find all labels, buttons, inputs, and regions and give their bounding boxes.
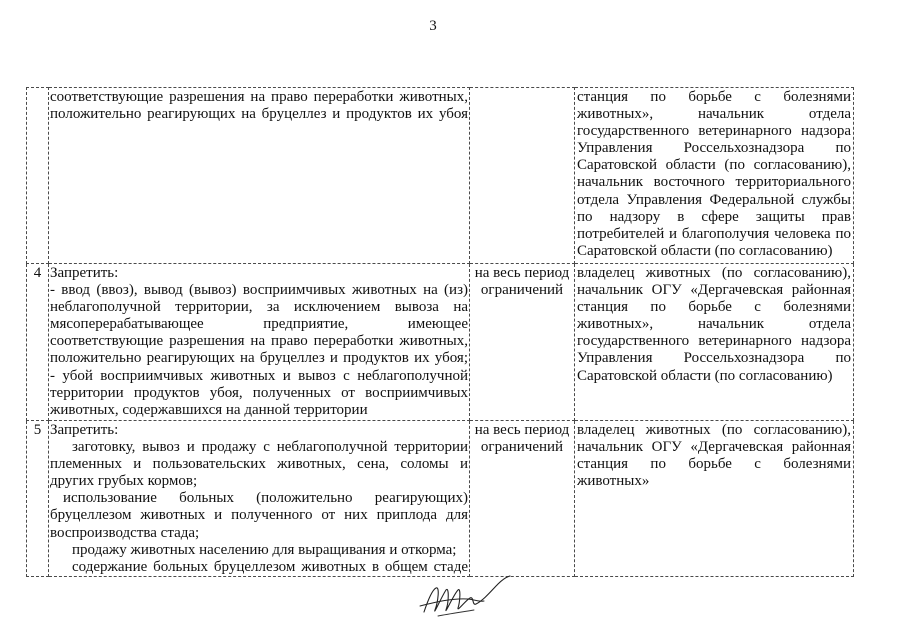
row-number-cell <box>27 88 49 264</box>
table-row <box>27 264 854 421</box>
measure-cell <box>49 88 470 264</box>
measure-line: территории продуктов убоя, полученных от восприимчивых <box>50 384 468 401</box>
responsible-line: животных» <box>577 473 650 490</box>
responsible-line: потребителей и благополучия человека по <box>577 225 851 242</box>
period-line: ограничений <box>480 282 564 299</box>
measures-table <box>26 87 854 577</box>
measure-line: неблагополучной территории, за исключением вывоза на <box>50 299 468 316</box>
responsible-line: Управления Россельхознадзора по <box>577 140 851 157</box>
responsible-line: начальник ОГУ «Дергачевская районная <box>577 282 851 299</box>
responsible-line: государственного ветеринарного надзора <box>577 123 851 140</box>
measure-line: воспроизводства стада; <box>50 524 200 541</box>
period-line: на весь период <box>474 422 570 438</box>
responsible-cell <box>575 421 854 577</box>
measure-line: использование больных (положительно реагирующих) <box>63 490 468 507</box>
measure-line: животных, содержавшихся на данной территории <box>50 401 368 418</box>
responsible-line: животных», начальник отдела <box>577 106 851 123</box>
measure-line: бруцеллезом животных и полученного от них приплода для <box>50 507 468 524</box>
responsible-line: государственного ветеринарного надзора <box>577 333 851 350</box>
responsible-line: владелец животных (по согласованию), <box>577 265 851 281</box>
measure-line: племенных и пользовательских животных, сена, соломы и <box>50 456 468 473</box>
measure-cell <box>49 421 470 577</box>
measure-line: мясоперерабатывающее предприятие, имеющее <box>50 316 468 333</box>
measure-line: Запретить: <box>50 265 119 281</box>
period-line: ограничений <box>480 439 564 456</box>
measure-line: соответствующие разрешения на право переработки животных, <box>50 333 468 350</box>
measure-line: других грубых кормов; <box>50 473 198 490</box>
table-row <box>27 88 854 264</box>
measure-line: соответствующие разрешения на право переработки животных, <box>50 89 468 105</box>
row-number-cell <box>27 421 49 577</box>
measure-line: продажу животных населению для выращивания и откорма; <box>72 541 457 558</box>
responsible-line: станция по борьбе с болезнями <box>577 89 851 105</box>
responsible-line: станция по борьбе с болезнями <box>577 456 851 473</box>
responsible-line: Саратовской области (по согласованию) <box>577 242 833 259</box>
measure-line: положительно реагирующих на бруцеллез и продуктов их убоя; <box>50 350 468 367</box>
row-number: 5 <box>33 422 42 438</box>
period-cell <box>470 421 575 577</box>
measure-cell <box>49 264 470 421</box>
responsible-line: владелец животных (по согласованию), <box>577 422 851 438</box>
measure-line: - ввод (ввоз), вывод (вывоз) восприимчивых животных на (из) <box>50 282 468 299</box>
measure-line: Запретить: <box>50 422 119 438</box>
responsible-line: отдела Управления Федеральной службы <box>577 191 851 208</box>
responsible-cell <box>575 264 854 421</box>
responsible-line: станция по борьбе с болезнями <box>577 299 851 316</box>
measure-line: - убой восприимчивых животных и вывоз с неблагополучной <box>50 367 468 384</box>
responsible-line: начальник восточного территориального <box>577 174 851 191</box>
responsible-line: начальник ОГУ «Дергачевская районная <box>577 439 851 456</box>
row-number-cell <box>27 264 49 421</box>
period-cell <box>470 88 575 264</box>
row-number: 4 <box>33 265 42 281</box>
period-line: на весь период <box>474 265 570 281</box>
responsible-line: Саратовской области (по согласованию) <box>577 367 833 384</box>
responsible-line: животных», начальник отдела <box>577 316 851 333</box>
period-cell <box>470 264 575 421</box>
responsible-line: по надзору в сфере защиты прав <box>577 208 851 225</box>
table-row <box>27 421 854 577</box>
responsible-line: Саратовской области (по согласованию), <box>577 157 851 174</box>
measure-line: содержание больных бруцеллезом животных в общем стаде <box>72 558 468 575</box>
page-number: 3 <box>429 18 437 34</box>
signature <box>418 572 514 620</box>
measure-line: заготовку, вывоз и продажу с неблагополучной территории <box>72 439 468 456</box>
responsible-line: Управления Россельхознадзора по <box>577 350 851 367</box>
measure-line: положительно реагирующих на бруцеллез и продуктов их убоя <box>50 106 468 123</box>
responsible-cell <box>575 88 854 264</box>
